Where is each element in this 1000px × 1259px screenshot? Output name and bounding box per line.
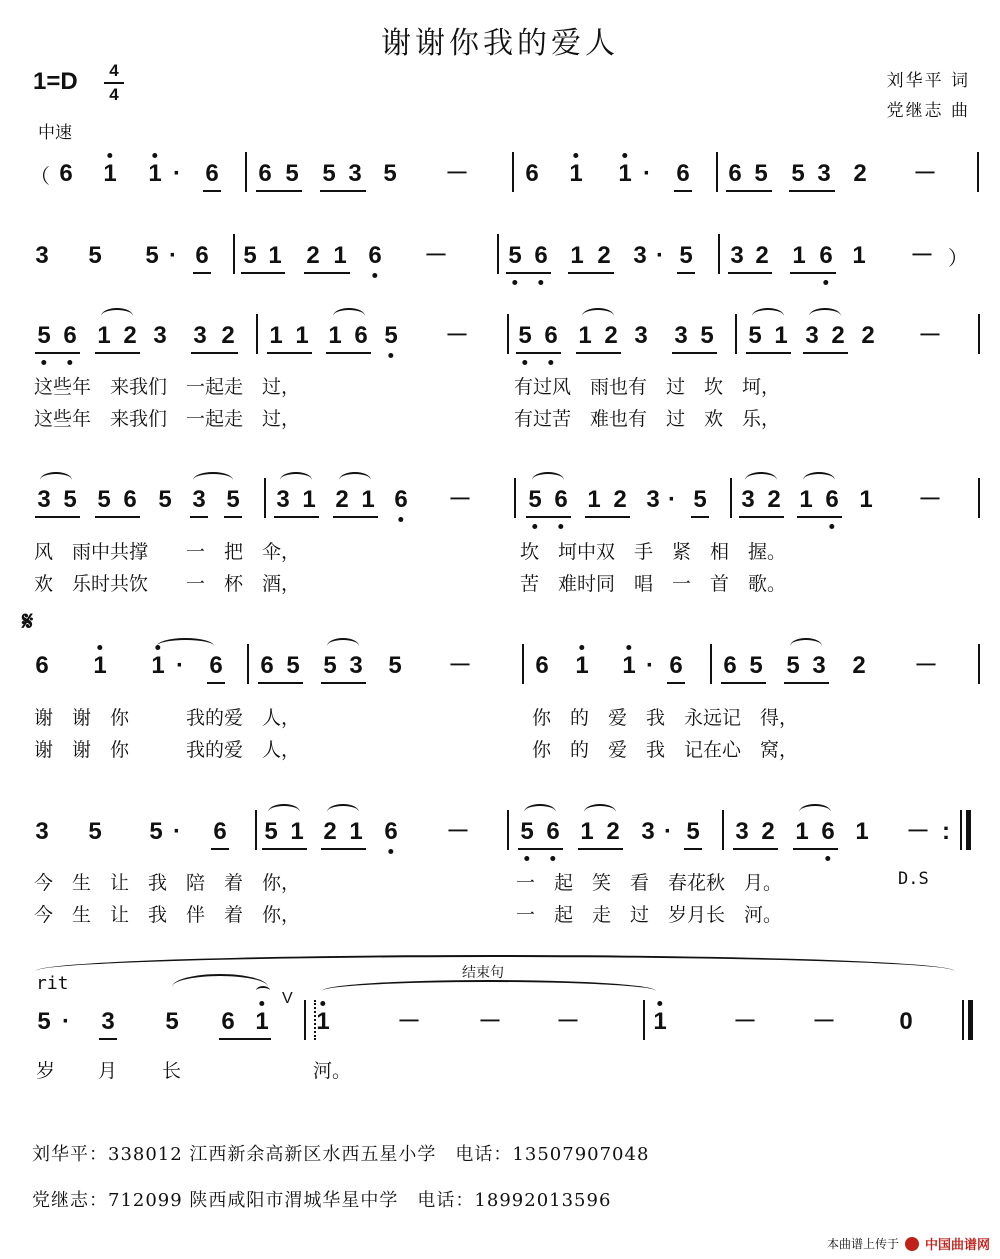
key-signature: 1=D — [33, 68, 78, 95]
lyric-c2-1a: 谢 谢 你 我的爱 人， — [34, 739, 301, 761]
breath-mark: V — [282, 990, 293, 1007]
ritardando-mark: rit — [36, 973, 69, 994]
lyric-c1-1b: 你 的 爱 我 永远记 得， — [532, 707, 799, 729]
repeat-paren-open: （ — [30, 164, 50, 188]
lyric-c1-2a: 今 生 让 我 陪 着 你， — [34, 872, 301, 894]
lyric-c2-2b: 一 起 走 过 岁月长 河。 — [516, 904, 783, 926]
segno-sign: 𝄋 — [22, 607, 34, 637]
lyric-v1-1a: 这些年 来我们 一起走 过， — [34, 376, 301, 398]
lyric-v1-2b: 坎 坷中双 手 紧 相 握。 — [520, 541, 787, 563]
time-signature — [104, 60, 124, 106]
lyric-v2-1a: 这些年 来我们 一起走 过， — [34, 408, 301, 430]
ending-lyric-b: 月 — [98, 1060, 118, 1082]
tempo-marking: 中速 — [38, 123, 72, 143]
ending-lyric-d: 河。 — [313, 1060, 352, 1082]
ending-lyric-a: 岁 — [36, 1060, 56, 1082]
lyric-c2-2a: 今 生 让 我 伴 着 你， — [34, 904, 301, 926]
site-logo-icon — [905, 1237, 919, 1251]
song-title: 谢谢你我的爱人 — [381, 26, 619, 61]
composer-credit: 党继志 曲 — [886, 101, 970, 121]
ending-lyric-c: 长 — [162, 1060, 182, 1082]
dal-segno-mark: D.S — [898, 869, 929, 889]
site-name: 中国曲谱网 — [924, 1238, 990, 1253]
upload-footer — [827, 1234, 990, 1253]
lyric-c1-1a: 谢 谢 你 我的爱 人， — [34, 707, 301, 729]
meter-top: 4 — [109, 61, 119, 80]
lyric-c2-1b: 你 的 爱 我 记在心 窝， — [532, 739, 799, 761]
lyric-v1-2a: 风 雨中共撑 一 把 伞， — [34, 541, 301, 563]
contact-composer: 党继志：712099 陕西咸阳市渭城华星中学 电话：18992013596 — [32, 1190, 612, 1211]
lyric-v1-1b: 有过风 雨也有 过 坎 坷， — [514, 376, 781, 398]
lyric-v2-2a: 欢 乐时共饮 一 杯 酒， — [34, 573, 301, 595]
repeat-paren-close: ） — [948, 246, 968, 270]
contact-lyricist: 刘华平：338012 江西新余高新区水西五星小学 电话：13507907048 — [32, 1144, 650, 1165]
footer-text: 本曲谱上传于 — [826, 1237, 899, 1251]
lyric-c1-2b: 一 起 笑 看 春花秋 月。 — [516, 872, 783, 894]
meter-bottom: 4 — [109, 85, 119, 104]
lyric-v2-2b: 苦 难时同 唱 一 首 歌。 — [520, 573, 787, 595]
lyricist-credit: 刘华平 词 — [886, 71, 970, 91]
lyric-v2-1b: 有过苦 难也有 过 欢 乐， — [514, 408, 781, 430]
ending-label: 结束句 — [460, 962, 506, 982]
